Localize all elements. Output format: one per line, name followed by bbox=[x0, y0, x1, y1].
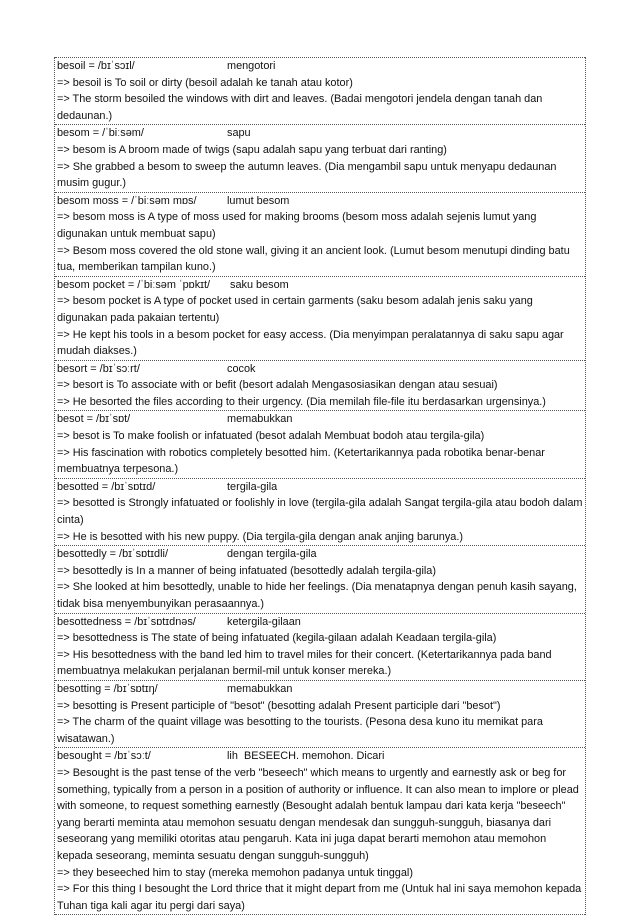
entry-example-line: => besot is To make foolish or infatuated (besot adalah Membuat bodoh atau tergila-gila) bbox=[57, 430, 485, 443]
entry-headline bbox=[57, 614, 584, 631]
entry-translation: sapu bbox=[227, 127, 251, 140]
entry-headword: besom pocket = /ˈbiːsəm ˈpɒkɪt/ bbox=[57, 278, 211, 291]
entry-headword: besot = /bɪˈsɒt/ bbox=[57, 413, 131, 426]
entry-headline bbox=[57, 748, 584, 765]
entry-translation: memabukkan bbox=[227, 413, 293, 426]
entry-translation: saku besom bbox=[230, 278, 289, 291]
entry-block bbox=[55, 57, 585, 124]
entry-headword: besotted = /bɪˈsɒtɪd/ bbox=[57, 480, 156, 493]
entry-headword: besottedly = /bɪˈsɒtɪdli/ bbox=[57, 548, 168, 561]
entry-headword: besort = /bɪˈsɔːrt/ bbox=[57, 362, 140, 375]
entry-example-line: => For this thing I besought the Lord thrice that it might depart from me (Untuk hal ini saya memohon kepada Tuhan tiga kali agar itu pergi dari saya) bbox=[57, 883, 582, 912]
word-list bbox=[54, 57, 586, 915]
entry-headline bbox=[57, 125, 584, 142]
entry-example-line: => The storm besoiled the windows with dirt and leaves. (Badai mengotori jendela dengan tanah dan dedaunan.) bbox=[57, 93, 543, 122]
entry-headline bbox=[57, 58, 584, 75]
entry-translation: mengotori bbox=[227, 60, 276, 72]
entry-headline bbox=[57, 479, 584, 496]
entry-block bbox=[55, 360, 585, 411]
entry-example-line: => His fascination with robotics completely besotted him. (Ketertarikannya pada robotika benar-benar membuatnya terpesona.) bbox=[57, 446, 545, 476]
entry-translation: lih BESEECH. memohon. Dicari bbox=[227, 750, 385, 763]
entry-example-line: => besoil is To soil or dirty (besoil adalah ke tanah atau kotor) bbox=[57, 76, 353, 89]
entry-headword: besotting = /bɪˈsɒtɪŋ/ bbox=[57, 682, 158, 695]
entry-example-line: => besom is A broom made of twigs (sapu adalah sapu yang terbuat dari ranting) bbox=[57, 143, 447, 156]
entry-headword: besoil = /bɪˈsɔɪl/ bbox=[57, 60, 135, 72]
entry-headline bbox=[57, 193, 584, 210]
entry-block bbox=[55, 410, 585, 477]
entry-block bbox=[55, 478, 585, 545]
entry-translation: memabukkan bbox=[227, 682, 293, 695]
entry-example-line: => He kept his tools in a besom pocket for easy access. (Dia menyimpan peralatannya di saku sapu agar mudah diakses.) bbox=[57, 328, 564, 358]
entry-headline bbox=[57, 411, 584, 428]
entry-example-line: => She looked at him besottedly, unable to hide her feelings. (Dia menatapnya dengan penuh kasih sayang, tidak bisa menyembunyikan perasaannya.) bbox=[57, 581, 577, 610]
entry-block bbox=[55, 680, 585, 747]
entry-translation: lumut besom bbox=[227, 194, 290, 207]
entry-example-line: => She grabbed a besom to sweep the autumn leaves. (Dia mengambil sapu untuk menyapu dedaunan musim gugur.) bbox=[57, 160, 557, 190]
entry-example-line: => besort is To associate with or befit (besort adalah Mengasosiasikan dengan atau sesuai) bbox=[57, 379, 498, 392]
entry-block bbox=[55, 613, 585, 680]
entry-headword: besom moss = /ˈbiːsəm mɒs/ bbox=[57, 194, 197, 207]
entry-example-line: => besom pocket is A type of pocket used in certain garments (saku besom adalah jenis saku yang digunakan pada pakaian tertentu) bbox=[57, 295, 533, 324]
entry-block bbox=[55, 192, 585, 276]
entry-example-line: => besottedness is The state of being infatuated (kegila-gilaan adalah Keadaan tergila-gila) bbox=[57, 632, 497, 645]
entry-headword: besottedness = /bɪˈsɒtɪdnəs/ bbox=[57, 615, 196, 628]
entry-headline bbox=[57, 546, 584, 563]
entry-headline bbox=[57, 277, 584, 294]
entry-headword: besought = /bɪˈsɔːt/ bbox=[57, 750, 151, 763]
entry-example-line: => they beseeched him to stay (mereka memohon padanya untuk tinggal) bbox=[57, 866, 413, 879]
entry-example-line: => besotting is Present participle of "besot" (besotting adalah Present participle dari "besot") bbox=[57, 699, 501, 712]
entry-example-line: => He besorted the files according to their urgency. (Dia memilah file-file itu berdasarkan urgensinya.) bbox=[57, 395, 546, 408]
entry-block bbox=[55, 276, 585, 360]
entry-example-line: => He is besotted with his new puppy. (Dia tergila-gila dengan anak anjing barunya.) bbox=[57, 530, 464, 543]
entry-headline bbox=[57, 681, 584, 698]
entry-translation: cocok bbox=[227, 362, 256, 375]
entry-example-line: => Besought is the past tense of the verb "beseech" which means to urgently and earnestly ask or beg for something, typically from a person in a position of authority or influence. It can also mean to implore or plead with someone, to request something earnestly (Besought adalah bentuk lampau dari kata kerja "beseech" yang berarti meminta atau memohon sesuatu dengan mendesak dan sungguh-sungguh, biasanya dari seseorang yang memiliki otoritas atau pengaruh. Kata ini juga dapat berarti memohon atau memohon kepada seseorang, meminta sesuatu dengan sungguh-sungguh) bbox=[57, 766, 579, 862]
entry-translation: ketergila-gilaan bbox=[227, 615, 301, 628]
entry-example-line: => The charm of the quaint village was besotting to the tourists. (Pesona desa kuno itu memikat para wisatawan.) bbox=[57, 716, 543, 745]
entry-block bbox=[55, 545, 585, 612]
entry-block bbox=[55, 747, 585, 915]
entry-example-line: => Besom moss covered the old stone wall, giving it an ancient look. (Lumut besom menutupi dinding batu tua, memberikan tampilan kuno.) bbox=[57, 244, 570, 274]
entry-example-line: => besottedly is In a manner of being infatuated (besottedly adalah tergila-gila) bbox=[57, 564, 436, 577]
entry-translation: dengan tergila-gila bbox=[227, 548, 317, 561]
entry-headline bbox=[57, 361, 584, 378]
entry-example-line: => besotted is Strongly infatuated or foolishly in love (tergila-gila adalah Sangat tergila-gila atau bodoh dalam cinta) bbox=[57, 497, 583, 527]
entry-example-line: => His besottedness with the band led him to travel miles for their concert. (Ketertarikannya pada band membuatnya melakukan perjalanan bermil-mil untuk konser mereka.) bbox=[57, 648, 552, 678]
entry-headword: besom = /ˈbiːsəm/ bbox=[57, 127, 144, 140]
entry-block bbox=[55, 124, 585, 191]
entry-translation: tergila-gila bbox=[227, 480, 278, 493]
entry-example-line: => besom moss is A type of moss used for making brooms (besom moss adalah sejenis lumut yang digunakan untuk membuat sapu) bbox=[57, 211, 537, 240]
